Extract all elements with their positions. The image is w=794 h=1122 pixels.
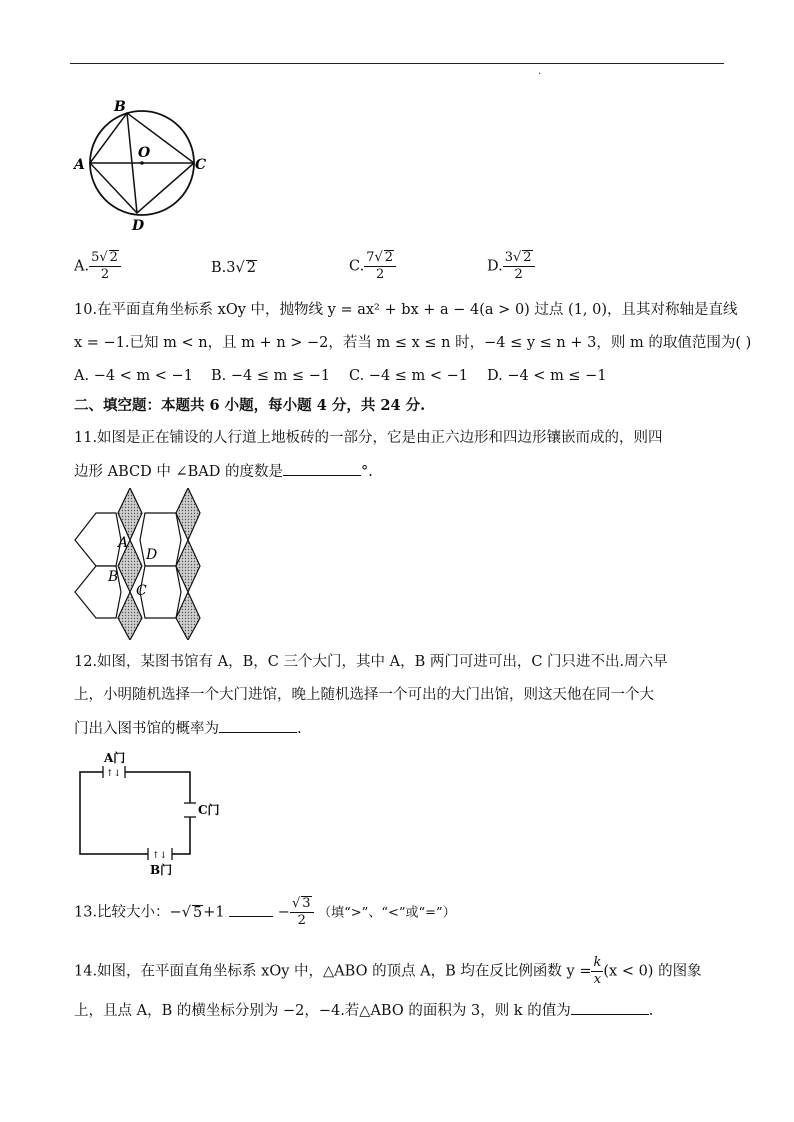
q13-line: 13.比较大小：−√ 5+1 − $\frac{√ 3}{2}$ （填“>”、“<”或“=”）: [74, 896, 456, 928]
q14-answer-blank[interactable]: [571, 1000, 649, 1015]
section2-title: 二、填空题：本题共 6 小题，每小题 4 分，共 24 分.: [74, 397, 426, 414]
header-rule: [70, 63, 724, 64]
q9-option-b: B.3√ 2: [211, 260, 256, 276]
q9-option-c: C. $\frac{7√ 2}{2}$: [349, 250, 396, 283]
q12-line1: 12.如图，某图书馆有 A，B，C 三个大门，其中 A，B 两门可进可出，C 门只进不出.周六早: [74, 654, 668, 670]
tile-label-D: D: [146, 547, 158, 563]
q10-line2: x = −1.已知 m < n，且 m + n > −2，若当 m ≤ x ≤ n 时，−4 ≤ y ≤ n + 3，则 m 的取值范围为( ): [74, 335, 752, 351]
q10-option-a: A. −4 < m < −1: [74, 368, 193, 384]
q13-answer-blank[interactable]: [229, 902, 273, 917]
q10-option-d: D. −4 < m ≤ −1: [487, 368, 607, 384]
q10-option-c: C. −4 ≤ m < −1: [349, 368, 469, 384]
gate-a-arrows: ↑↓: [106, 769, 122, 779]
tile-label-B: B: [108, 569, 119, 585]
q9-option-d: D. $\frac{3√ 2}{2}$: [487, 250, 535, 283]
gate-a-label: A门: [104, 751, 126, 765]
q12-line2: 上，小明随机选择一个大门进馆，晚上随机选择一个可出的大门出馆，则这天他在同一个大: [74, 687, 654, 703]
tile-label-A: A: [118, 535, 129, 551]
tile-figure: [70, 488, 215, 640]
tile-label-C: C: [136, 583, 147, 599]
q9-option-a: A. $\frac{5√ 2}{2}$: [74, 250, 121, 283]
q12-answer-blank[interactable]: [219, 718, 297, 733]
q10-line1: 10.在平面直角坐标系 xOy 中，抛物线 y = ax² + bx + a − 4(a > 0) 过点 (1, 0)，且其对称轴是直线: [74, 302, 738, 318]
label-D: D: [132, 218, 145, 234]
top-mark: .: [538, 66, 542, 77]
library-figure: [70, 748, 250, 878]
gate-b-label: B门: [150, 863, 173, 877]
q14-line2: 上，且点 A，B 的横坐标分别为 −2，−4.若△ABO 的面积为 3，则 k 的值为 .: [74, 1000, 653, 1021]
q11-line2: 边形 ABCD 中 ∠BAD 的度数是 °.: [74, 461, 373, 482]
label-O: O: [138, 145, 151, 161]
q12-line3: 门出入图书馆的概率为 .: [74, 718, 302, 739]
q10-option-b: B. −4 ≤ m ≤ −1: [211, 368, 331, 384]
label-A: A: [74, 157, 85, 173]
gate-b-arrows: ↑↓: [152, 851, 168, 861]
circle-figure: [70, 95, 220, 235]
q11-line1: 11.如图是正在铺设的人行道上地板砖的一部分，它是由正六边形和四边形镶嵌而成的，则四: [74, 430, 663, 446]
q11-answer-blank[interactable]: [283, 461, 361, 476]
label-B: B: [114, 99, 126, 115]
label-C: C: [195, 157, 207, 173]
q14-line1: 14.如图，在平面直角坐标系 xOy 中，△ABO 的顶点 A，B 均在反比例函数 y = $\frac{k}{x}$ (x < 0) 的图象: [74, 955, 702, 987]
gate-c-label: C门: [198, 803, 220, 817]
